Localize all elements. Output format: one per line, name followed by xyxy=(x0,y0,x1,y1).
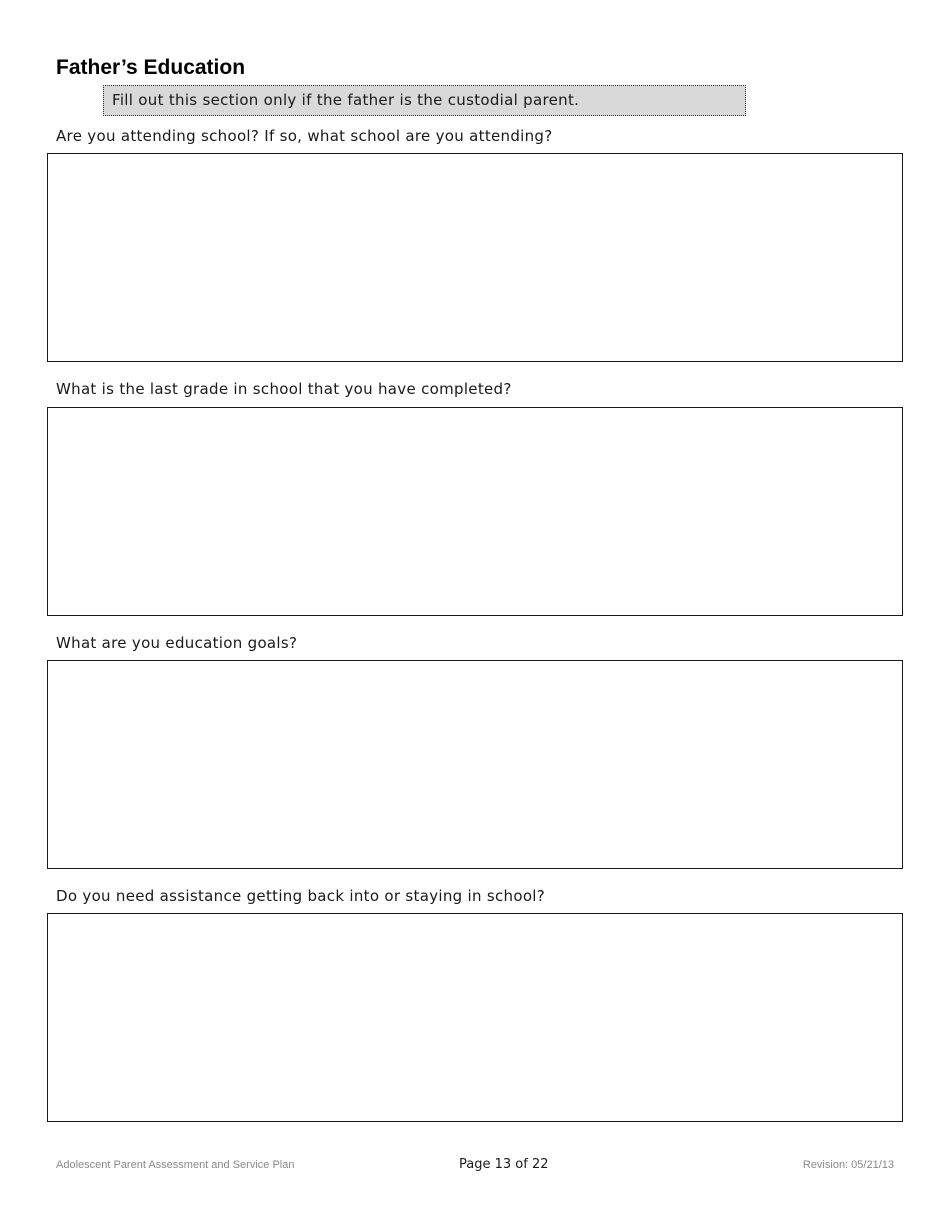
footer-revision-date: Revision: 05/21/13 xyxy=(802,1159,894,1171)
question-label-last-grade: What is the last grade in school that you have completed? xyxy=(56,380,512,398)
section-title: Father’s Education xyxy=(56,56,246,79)
answer-field-last-grade[interactable] xyxy=(47,407,903,616)
answer-field-education-goals[interactable] xyxy=(47,660,903,869)
footer-document-title: Adolescent Parent Assessment and Service Plan xyxy=(56,1159,295,1171)
question-label-attending-school: Are you attending school? If so, what school are you attending? xyxy=(56,127,553,145)
instruction-notice: Fill out this section only if the father is the custodial parent. xyxy=(103,85,746,116)
question-label-school-assistance: Do you need assistance getting back into or staying in school? xyxy=(56,887,546,905)
answer-field-school-assistance[interactable] xyxy=(47,913,903,1122)
question-label-education-goals: What are you education goals? xyxy=(56,634,298,652)
answer-field-attending-school[interactable] xyxy=(47,153,903,362)
footer-page-number: Page 13 of 22 xyxy=(459,1157,549,1172)
